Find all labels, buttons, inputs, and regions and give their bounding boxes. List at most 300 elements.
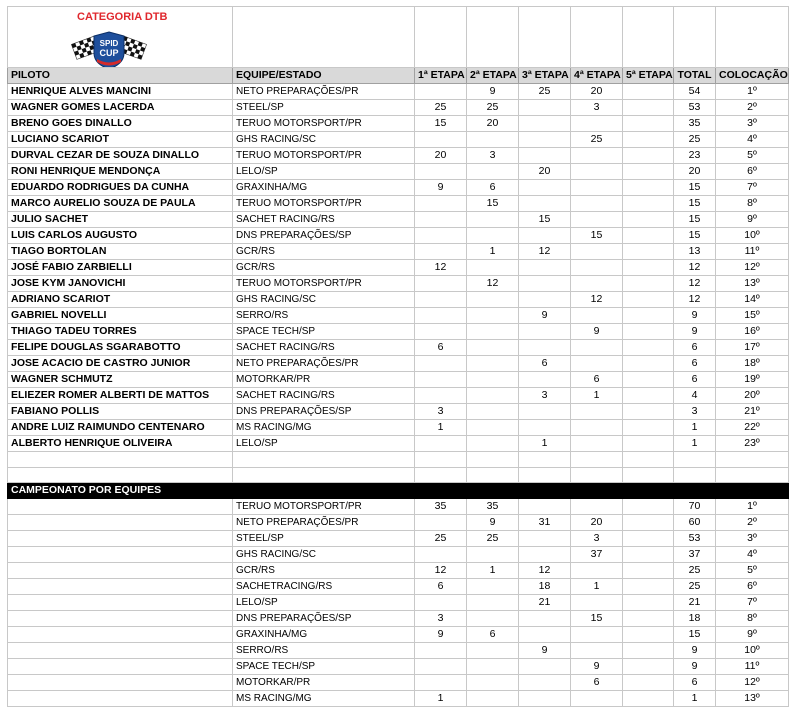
cell-etapa-5 — [623, 547, 674, 563]
cell-etapa-2: 25 — [467, 100, 519, 116]
cell-etapa-3: 15 — [519, 212, 571, 228]
cell-etapa-5 — [623, 388, 674, 404]
cell-pilot: JOSE ACACIO DE CASTRO JUNIOR — [8, 356, 233, 372]
cell-etapa-1 — [415, 643, 467, 659]
cell-etapa-3 — [519, 292, 571, 308]
cell-etapa-5 — [623, 563, 674, 579]
cell-total: 6 — [674, 356, 716, 372]
cell-team: DNS PREPARAÇÕES/SP — [233, 228, 415, 244]
cell-team: TERUO MOTORSPORT/PR — [233, 116, 415, 132]
cell-total: 9 — [674, 308, 716, 324]
cell-pilot: ELIEZER ROMER ALBERTI DE MATTOS — [8, 388, 233, 404]
cell-team: TERUO MOTORSPORT/PR — [233, 196, 415, 212]
cell-total: 53 — [674, 531, 716, 547]
cell-etapa-5 — [623, 116, 674, 132]
cell-total: 35 — [674, 116, 716, 132]
cell-pilot: MARCO AURELIO SOUZA DE PAULA — [8, 196, 233, 212]
cell-etapa-4 — [571, 260, 623, 276]
driver-row — [8, 436, 789, 452]
cell-colocacao: 9º — [716, 627, 789, 643]
cell-colocacao: 21º — [716, 404, 789, 420]
driver-row — [8, 260, 789, 276]
cell-total: 6 — [674, 340, 716, 356]
cell-etapa-2 — [467, 388, 519, 404]
cell-etapa-1 — [415, 244, 467, 260]
cell-total: 53 — [674, 100, 716, 116]
cell-pilot — [8, 611, 233, 627]
cell-total: 3 — [674, 404, 716, 420]
header-row — [8, 68, 789, 84]
cell-etapa-5 — [623, 659, 674, 675]
cell-total: 15 — [674, 627, 716, 643]
cell-etapa-1: 1 — [415, 420, 467, 436]
driver-row — [8, 84, 789, 100]
cell-etapa-5 — [623, 244, 674, 260]
cell-colocacao: 3º — [716, 531, 789, 547]
cell-team: GCR/RS — [233, 244, 415, 260]
cell-etapa-3: 25 — [519, 84, 571, 100]
cell-colocacao: 5º — [716, 563, 789, 579]
cell-etapa-3 — [519, 420, 571, 436]
cell-etapa-4: 3 — [571, 100, 623, 116]
cell-team: TERUO MOTORSPORT/PR — [233, 276, 415, 292]
cell-colocacao: 9º — [716, 212, 789, 228]
cell-pilot — [8, 563, 233, 579]
cell-team: SERRO/RS — [233, 643, 415, 659]
cell-etapa-2 — [467, 340, 519, 356]
cell-colocacao: 22º — [716, 420, 789, 436]
cell-etapa-1: 15 — [415, 116, 467, 132]
cell-etapa-4 — [571, 244, 623, 260]
cell-total: 70 — [674, 499, 716, 515]
cell-etapa-1 — [415, 388, 467, 404]
cell-pilot: EDUARDO RODRIGUES DA CUNHA — [8, 180, 233, 196]
cell-pilot: JOSÉ FABIO ZARBIELLI — [8, 260, 233, 276]
cell-total: 15 — [674, 196, 716, 212]
cell-etapa-5 — [623, 180, 674, 196]
cell-etapa-1 — [415, 228, 467, 244]
cell-etapa-4 — [571, 180, 623, 196]
cell-etapa-4: 9 — [571, 659, 623, 675]
cell-etapa-5 — [623, 308, 674, 324]
cell-pilot — [8, 675, 233, 691]
cell-pilot: ALBERTO HENRIQUE OLIVEIRA — [8, 436, 233, 452]
cell-etapa-3 — [519, 276, 571, 292]
cell-team: STEEL/SP — [233, 100, 415, 116]
cell-etapa-4: 1 — [571, 579, 623, 595]
cell-etapa-4 — [571, 340, 623, 356]
cell-team: MS RACING/MG — [233, 420, 415, 436]
cell-pilot — [8, 547, 233, 563]
cell-total: 25 — [674, 132, 716, 148]
cell-total: 18 — [674, 611, 716, 627]
cell-etapa-3 — [519, 659, 571, 675]
cell-etapa-5 — [623, 515, 674, 531]
cell-total: 25 — [674, 579, 716, 595]
cell-pilot — [8, 691, 233, 707]
driver-row — [8, 420, 789, 436]
cell-colocacao: 7º — [716, 595, 789, 611]
cell-etapa-4: 1 — [571, 388, 623, 404]
cell-colocacao: 13º — [716, 691, 789, 707]
cell-etapa-4: 15 — [571, 228, 623, 244]
driver-row — [8, 308, 789, 324]
cell-etapa-2 — [467, 691, 519, 707]
cell-pilot: BRENO GOES DINALLO — [8, 116, 233, 132]
team-row — [8, 659, 789, 675]
team-row — [8, 691, 789, 707]
cell-colocacao: 4º — [716, 547, 789, 563]
cell-etapa-5 — [623, 675, 674, 691]
cell-etapa-2: 6 — [467, 627, 519, 643]
cell-etapa-4: 25 — [571, 132, 623, 148]
cell-etapa-1 — [415, 196, 467, 212]
cell-etapa-4 — [571, 436, 623, 452]
driver-row — [8, 148, 789, 164]
cell-etapa-5 — [623, 531, 674, 547]
cell-etapa-2 — [467, 579, 519, 595]
cell-etapa-3 — [519, 228, 571, 244]
cell-etapa-3 — [519, 691, 571, 707]
cell-pilot — [8, 531, 233, 547]
cell-etapa-3: 18 — [519, 579, 571, 595]
cell-etapa-5 — [623, 84, 674, 100]
cell-etapa-3 — [519, 324, 571, 340]
cell-total: 12 — [674, 292, 716, 308]
cell-team: GCR/RS — [233, 260, 415, 276]
cell-etapa-1 — [415, 324, 467, 340]
cell-team: SERRO/RS — [233, 308, 415, 324]
cell-etapa-3 — [519, 627, 571, 643]
driver-row — [8, 180, 789, 196]
cell-etapa-2 — [467, 547, 519, 563]
cell-etapa-2 — [467, 308, 519, 324]
cell-etapa-3 — [519, 100, 571, 116]
cell-etapa-3: 12 — [519, 563, 571, 579]
cell-etapa-3 — [519, 611, 571, 627]
cell-etapa-4 — [571, 563, 623, 579]
cell-colocacao: 2º — [716, 100, 789, 116]
cell-etapa-1: 6 — [415, 340, 467, 356]
cell-etapa-5 — [623, 356, 674, 372]
svg-text:SPID: SPID — [99, 39, 119, 48]
cell-team: LELO/SP — [233, 436, 415, 452]
cell-team: SPACE TECH/SP — [233, 659, 415, 675]
cell-etapa-5 — [623, 579, 674, 595]
cell-etapa-1: 12 — [415, 563, 467, 579]
logo-cell — [8, 7, 233, 68]
cell-etapa-1 — [415, 308, 467, 324]
cell-total: 9 — [674, 324, 716, 340]
cell-etapa-3 — [519, 148, 571, 164]
section-title: CAMPEONATO POR EQUIPES — [8, 483, 233, 499]
spreadsheet — [7, 6, 788, 707]
cell-etapa-4 — [571, 212, 623, 228]
cell-colocacao: 15º — [716, 308, 789, 324]
cell-etapa-2 — [467, 436, 519, 452]
cell-pilot: RONI HENRIQUE MENDONÇA — [8, 164, 233, 180]
cell-etapa-4: 15 — [571, 611, 623, 627]
cell-etapa-1 — [415, 515, 467, 531]
cell-etapa-3: 31 — [519, 515, 571, 531]
cell-etapa-3 — [519, 404, 571, 420]
cell-team: NETO PREPARAÇÕES/PR — [233, 84, 415, 100]
cell-etapa-3: 12 — [519, 244, 571, 260]
cell-pilot: HENRIQUE ALVES MANCINI — [8, 84, 233, 100]
team-row — [8, 531, 789, 547]
cell-etapa-3 — [519, 499, 571, 515]
driver-row — [8, 244, 789, 260]
checkered-flags-logo-icon — [68, 29, 150, 68]
team-row — [8, 579, 789, 595]
cell-team: GHS RACING/SC — [233, 132, 415, 148]
cell-etapa-2: 35 — [467, 499, 519, 515]
cell-etapa-2: 15 — [467, 196, 519, 212]
header-etapa-4: 4ª ETAPA — [571, 68, 623, 84]
cell-etapa-5 — [623, 324, 674, 340]
cell-colocacao: 23º — [716, 436, 789, 452]
cell-pilot: JULIO SACHET — [8, 212, 233, 228]
cell-etapa-2 — [467, 356, 519, 372]
header-etapa-3: 3ª ETAPA — [519, 68, 571, 84]
cell-etapa-4: 6 — [571, 675, 623, 691]
cell-etapa-4: 20 — [571, 515, 623, 531]
cell-etapa-4 — [571, 643, 623, 659]
cell-etapa-5 — [623, 627, 674, 643]
cell-team: LELO/SP — [233, 164, 415, 180]
cell-etapa-1 — [415, 547, 467, 563]
cell-team: SACHETRACING/RS — [233, 579, 415, 595]
cell-etapa-4 — [571, 595, 623, 611]
cell-etapa-2 — [467, 643, 519, 659]
cell-pilot: ANDRE LUIZ RAIMUNDO CENTENARO — [8, 420, 233, 436]
category-title: CATEGORIA DTB — [77, 11, 168, 23]
cell-etapa-1 — [415, 372, 467, 388]
cell-team: MS RACING/MG — [233, 691, 415, 707]
cell-etapa-2: 9 — [467, 515, 519, 531]
cell-colocacao: 1º — [716, 499, 789, 515]
standings-table — [7, 6, 789, 707]
cell-team: MOTORKAR/PR — [233, 372, 415, 388]
cell-etapa-1 — [415, 164, 467, 180]
cell-team: GHS RACING/SC — [233, 547, 415, 563]
team-row — [8, 515, 789, 531]
cell-etapa-2 — [467, 212, 519, 228]
team-row — [8, 563, 789, 579]
cell-total: 37 — [674, 547, 716, 563]
team-row — [8, 611, 789, 627]
cell-etapa-5 — [623, 340, 674, 356]
cell-total: 20 — [674, 164, 716, 180]
cell-pilot: LUIS CARLOS AUGUSTO — [8, 228, 233, 244]
cell-etapa-2: 1 — [467, 244, 519, 260]
team-row — [8, 595, 789, 611]
cell-etapa-1: 35 — [415, 499, 467, 515]
team-row — [8, 499, 789, 515]
cell-etapa-3 — [519, 260, 571, 276]
driver-row — [8, 276, 789, 292]
cell-team: SACHET RACING/RS — [233, 388, 415, 404]
cell-etapa-2 — [467, 595, 519, 611]
cell-total: 15 — [674, 228, 716, 244]
cell-etapa-3: 3 — [519, 388, 571, 404]
cell-pilot: FABIANO POLLIS — [8, 404, 233, 420]
cell-team: GRAXINHA/MG — [233, 627, 415, 643]
cell-team: TERUO MOTORSPORT/PR — [233, 499, 415, 515]
cell-total: 1 — [674, 420, 716, 436]
cell-etapa-2 — [467, 675, 519, 691]
cell-etapa-4 — [571, 196, 623, 212]
cell-pilot — [8, 499, 233, 515]
cell-etapa-5 — [623, 148, 674, 164]
empty-row — [8, 452, 789, 468]
cell-pilot: LUCIANO SCARIOT — [8, 132, 233, 148]
cell-etapa-4 — [571, 691, 623, 707]
cell-etapa-3: 6 — [519, 356, 571, 372]
cell-team: GRAXINHA/MG — [233, 180, 415, 196]
cell-etapa-5 — [623, 372, 674, 388]
cell-team: TERUO MOTORSPORT/PR — [233, 148, 415, 164]
cell-etapa-2: 9 — [467, 84, 519, 100]
cell-colocacao: 18º — [716, 356, 789, 372]
header-equipe: EQUIPE/ESTADO — [233, 68, 415, 84]
cell-etapa-5 — [623, 436, 674, 452]
driver-row — [8, 292, 789, 308]
cell-team: LELO/SP — [233, 595, 415, 611]
cell-team: NETO PREPARAÇÕES/PR — [233, 356, 415, 372]
cell-total: 54 — [674, 84, 716, 100]
driver-row — [8, 324, 789, 340]
cell-etapa-3: 9 — [519, 308, 571, 324]
cell-etapa-1 — [415, 212, 467, 228]
cell-etapa-5 — [623, 164, 674, 180]
cell-etapa-1: 25 — [415, 531, 467, 547]
cell-etapa-5 — [623, 595, 674, 611]
driver-row — [8, 372, 789, 388]
cell-etapa-2: 3 — [467, 148, 519, 164]
driver-row — [8, 212, 789, 228]
cell-etapa-5 — [623, 292, 674, 308]
cell-colocacao: 8º — [716, 611, 789, 627]
cell-etapa-2 — [467, 132, 519, 148]
cell-etapa-2 — [467, 228, 519, 244]
cell-etapa-4 — [571, 276, 623, 292]
cell-etapa-2 — [467, 164, 519, 180]
cell-etapa-2 — [467, 260, 519, 276]
cell-etapa-4: 6 — [571, 372, 623, 388]
cell-colocacao: 19º — [716, 372, 789, 388]
cell-total: 60 — [674, 515, 716, 531]
cell-etapa-3: 20 — [519, 164, 571, 180]
cell-total: 13 — [674, 244, 716, 260]
cell-etapa-1: 3 — [415, 611, 467, 627]
cell-etapa-4 — [571, 420, 623, 436]
team-row — [8, 547, 789, 563]
cell-etapa-3 — [519, 196, 571, 212]
cell-colocacao: 4º — [716, 132, 789, 148]
cell-etapa-1 — [415, 276, 467, 292]
cell-pilot — [8, 595, 233, 611]
cell-team: GHS RACING/SC — [233, 292, 415, 308]
driver-row — [8, 196, 789, 212]
cell-team: SPACE TECH/SP — [233, 324, 415, 340]
cell-colocacao: 14º — [716, 292, 789, 308]
cell-etapa-3 — [519, 531, 571, 547]
cell-etapa-5 — [623, 691, 674, 707]
cell-colocacao: 8º — [716, 196, 789, 212]
header-etapa-1: 1ª ETAPA — [415, 68, 467, 84]
driver-row — [8, 388, 789, 404]
cell-etapa-1: 6 — [415, 579, 467, 595]
cell-colocacao: 7º — [716, 180, 789, 196]
cell-colocacao: 10º — [716, 228, 789, 244]
cell-colocacao: 3º — [716, 116, 789, 132]
driver-row — [8, 228, 789, 244]
cell-total: 1 — [674, 691, 716, 707]
cell-pilot: WAGNER SCHMUTZ — [8, 372, 233, 388]
cell-pilot — [8, 515, 233, 531]
cell-pilot — [8, 643, 233, 659]
cell-etapa-1 — [415, 356, 467, 372]
cell-etapa-5 — [623, 643, 674, 659]
cell-etapa-2 — [467, 404, 519, 420]
header-total: TOTAL — [674, 68, 716, 84]
header-etapa-2: 2ª ETAPA — [467, 68, 519, 84]
cell-total: 15 — [674, 212, 716, 228]
cell-etapa-5 — [623, 276, 674, 292]
cell-etapa-2: 12 — [467, 276, 519, 292]
cell-pilot: JOSE KYM JANOVICHI — [8, 276, 233, 292]
cell-etapa-5 — [623, 260, 674, 276]
cell-etapa-1 — [415, 436, 467, 452]
cell-team: DNS PREPARAÇÕES/SP — [233, 611, 415, 627]
cell-colocacao: 11º — [716, 244, 789, 260]
cell-etapa-1 — [415, 659, 467, 675]
cell-team: DNS PREPARAÇÕES/SP — [233, 404, 415, 420]
header-piloto: PILOTO — [8, 68, 233, 84]
cell-team: MOTORKAR/PR — [233, 675, 415, 691]
logo-row — [8, 7, 789, 68]
cell-etapa-5 — [623, 611, 674, 627]
teams-section-header — [8, 483, 789, 499]
cell-total: 4 — [674, 388, 716, 404]
cell-etapa-3: 9 — [519, 643, 571, 659]
cell-pilot: FELIPE DOUGLAS SGARABOTTO — [8, 340, 233, 356]
cell-etapa-3 — [519, 116, 571, 132]
cell-etapa-5 — [623, 228, 674, 244]
cell-etapa-5 — [623, 100, 674, 116]
cell-etapa-5 — [623, 420, 674, 436]
cell-team: GCR/RS — [233, 563, 415, 579]
cell-total: 6 — [674, 675, 716, 691]
cell-colocacao: 16º — [716, 324, 789, 340]
cell-etapa-5 — [623, 196, 674, 212]
team-row — [8, 643, 789, 659]
cell-etapa-1: 9 — [415, 180, 467, 196]
cell-total: 6 — [674, 372, 716, 388]
empty-row — [8, 468, 789, 483]
cell-colocacao: 6º — [716, 579, 789, 595]
cell-etapa-3: 21 — [519, 595, 571, 611]
driver-row — [8, 356, 789, 372]
driver-row — [8, 116, 789, 132]
cell-etapa-3 — [519, 132, 571, 148]
cell-etapa-2: 20 — [467, 116, 519, 132]
cell-total: 21 — [674, 595, 716, 611]
driver-row — [8, 132, 789, 148]
cell-colocacao: 17º — [716, 340, 789, 356]
cell-team: NETO PREPARAÇÕES/PR — [233, 515, 415, 531]
